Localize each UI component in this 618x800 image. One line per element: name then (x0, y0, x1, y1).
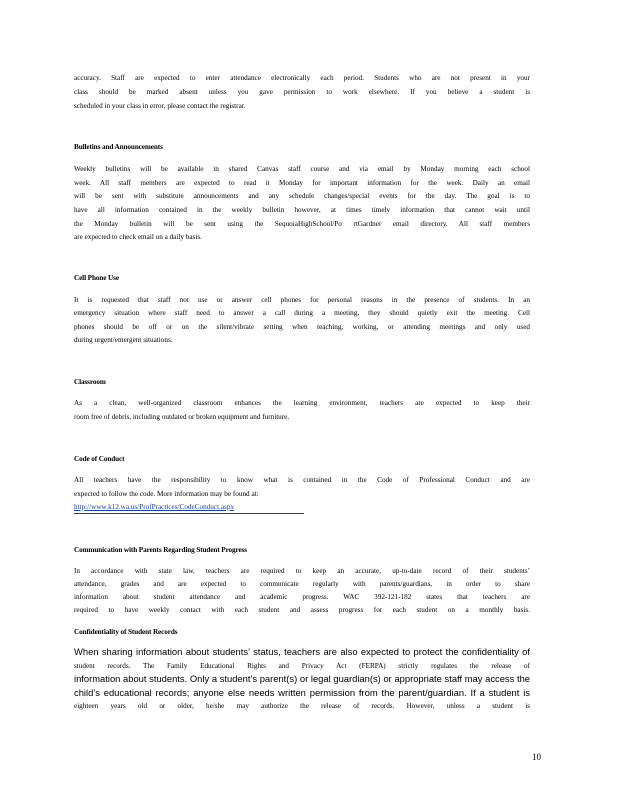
code-of-conduct-link[interactable]: http://www.k12.wa.us/ProfPractices/CodeConduct.aspx (74, 503, 235, 511)
cellphone-line-3: phones should be off or on the silent/vibrate setting when teaching, working, or attending meetings and only used (74, 323, 530, 331)
link-underline (74, 513, 304, 514)
communication-line-2: attendance, grades and are expected to communicate regularly with parents/guardians, in order to share (74, 580, 530, 588)
classroom-line-1: As a clean, well-organized classroom enhances the learning environment, teachers are expected to keep their (74, 399, 530, 407)
cellphone-heading: Cell Phone Use (74, 274, 119, 282)
bulletins-line-5: the Monday bulletin will be sent using the SequoiaHighSchool/Po rtGardner email directory. All staff members (74, 220, 530, 228)
cellphone-line-2: emergency situation where staff need to answer a call during a meeting, they should quietly exit the meeting. Cell (74, 309, 530, 317)
confidentiality-line-4: child’s educational records; anyone else needs written permission from the parent/guardian. If a student is (74, 687, 530, 698)
attendance-line-2: class should be marked absent unless you gave permission to work elsewhere. If you believe a student is (74, 88, 530, 96)
communication-heading: Communication with Parents Regarding Student Progress (74, 546, 247, 554)
attendance-line-3: scheduled in your class in error, please contact the registrar. (74, 102, 246, 110)
conduct-line-2: expected to follow the code. More information may be found at: (74, 490, 259, 498)
bulletins-line-3: will be sent with substitute announcements and any schedule changes/special events for the day. The goal is to (74, 192, 530, 200)
conduct-heading: Code of Conduct (74, 455, 125, 463)
bulletins-heading: Bulletins and Announcements (74, 143, 163, 151)
confidentiality-line-5: eighteen years old or older, he/she may authorize the release of records. However, unless a student is (74, 702, 530, 710)
bulletins-line-1: Weekly bulletins will be available in shared Canvas staff course and via email by Monday morning each school (74, 165, 530, 173)
classroom-line-2: room free of debris, including outdated or broken equipment and furniture. (74, 413, 290, 421)
communication-line-3: information about student attendance and academic progress. WAC 392-121-182 states that teachers are (74, 593, 530, 601)
page-number: 10 (532, 752, 541, 762)
bulletins-line-4: have all information contained in the weekly bulletin however, at times timely information that cannot wait until (74, 206, 530, 214)
bulletins-line-2: week. All staff members are expected to read it Monday for important information for the week. Daily an email (74, 179, 530, 187)
confidentiality-line-3: information about students. Only a student’s parent(s) or legal guardian(s) or appropriate staff may access the (74, 673, 530, 684)
communication-line-4: required to have weekly contact with each student and assess progress for each student on a monthly basis. (74, 606, 530, 614)
confidentiality-heading: Confidentiality of Student Records (74, 628, 178, 636)
bulletins-line-6: are expected to check email on a daily basis. (74, 233, 202, 241)
communication-line-1: In accordance with state law, teachers are required to keep an accurate, up-to-date record of their students’ (74, 567, 530, 575)
confidentiality-line-2: student records. The Family Educational Rights and Privacy Act (FERPA) strictly regulates the release of (74, 662, 530, 670)
conduct-line-1: All teachers have the responsibility to know what is contained in the Code of Professional Conduct and are (74, 476, 530, 484)
cellphone-line-1: It is requested that staff not use or answer cell phones for personal reasons in the presence of students. In an (74, 296, 530, 304)
confidentiality-line-1: When sharing information about students’ status, teachers are also expected to protect the confidentiality of (74, 646, 530, 657)
attendance-line-1: accuracy. Staff are expected to enter attendance electronically each period. Students who are not present in your (74, 74, 530, 82)
cellphone-line-4: during urgent/emergent situations. (74, 336, 173, 344)
classroom-heading: Classroom (74, 378, 106, 386)
